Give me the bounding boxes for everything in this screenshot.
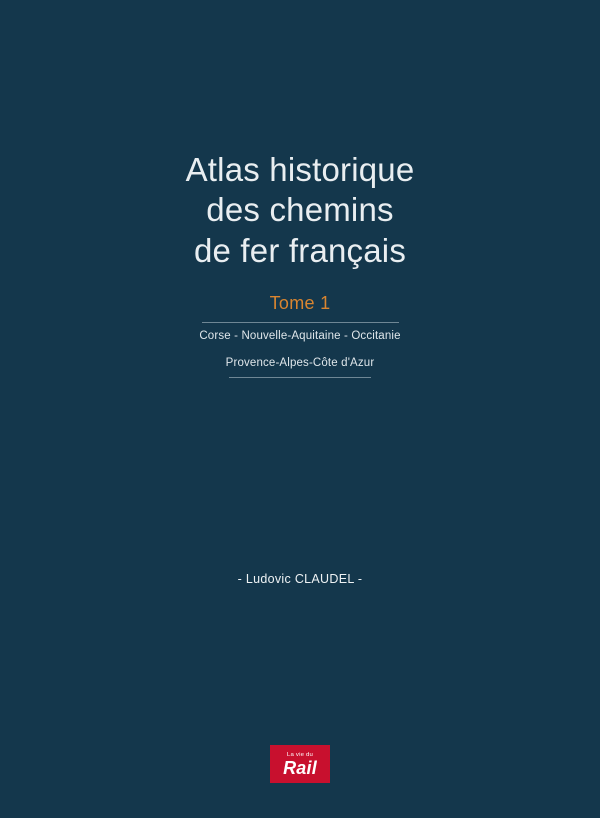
title-line-1: Atlas historique [185,151,415,188]
volume-label: Tome 1 [269,292,331,313]
publisher-logo-main-text: Rail [283,757,317,778]
publisher-logo-top-text: La vie du [286,751,314,758]
page-title [0,150,600,271]
regions-block [0,322,600,378]
author-name: - Ludovic CLAUDEL - [237,572,363,586]
title-line-3: de fer français [193,231,407,269]
title-line-2: des chemins [206,191,394,229]
regions-line-1: Corse - Nouvelle-Aquitaine - Occitanie [199,330,401,342]
regions-line-2: Provence-Alpes-Côte d'Azur [225,356,375,369]
divider-bottom [229,377,371,378]
publisher-logo [270,745,330,783]
title-block [0,150,600,314]
